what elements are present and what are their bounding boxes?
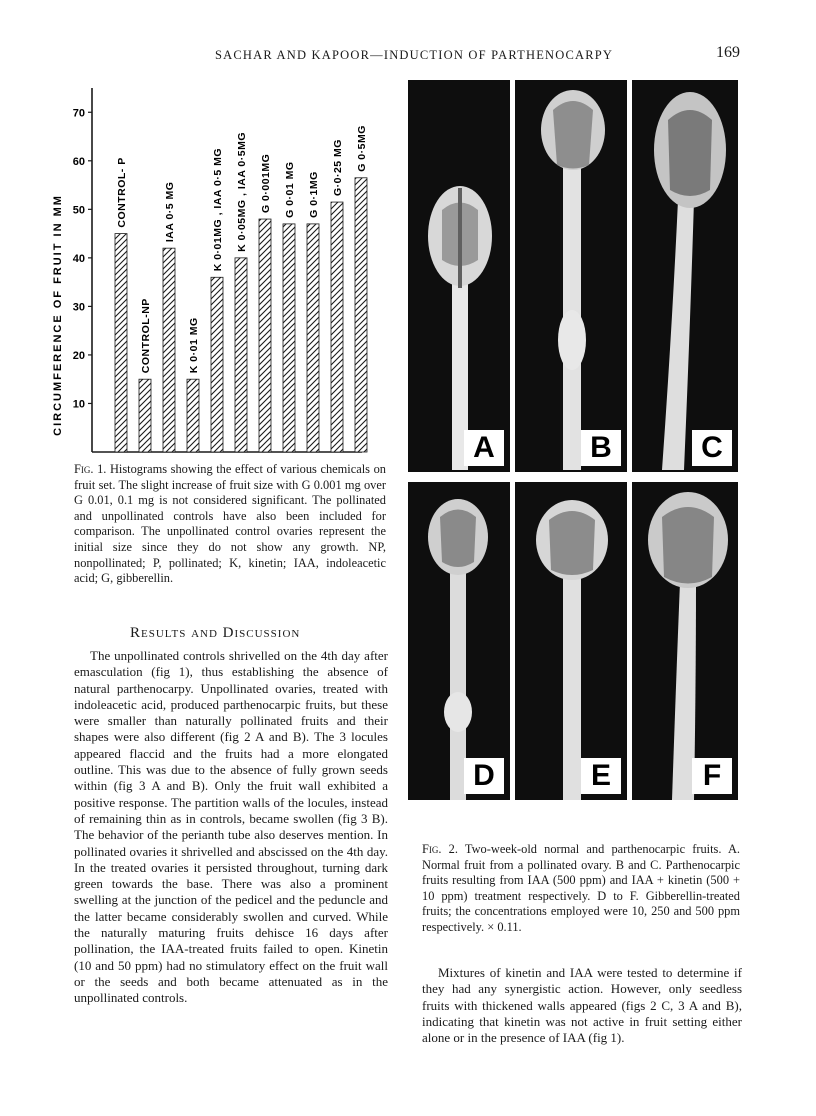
bar <box>115 234 127 452</box>
bar-category-label: K 0·05MG , IAA 0·5MG <box>236 131 248 252</box>
running-header <box>215 44 740 63</box>
y-tick-label: 50 <box>72 204 85 217</box>
y-tick-label: 40 <box>72 252 85 265</box>
photo-b <box>515 80 627 472</box>
y-tick-label: 20 <box>72 349 85 362</box>
bar-category-label: G·0·25 MG <box>332 139 344 197</box>
y-tick-label: 60 <box>72 155 85 168</box>
fruit-e-image <box>515 482 627 800</box>
photo-b-label: B <box>581 430 621 466</box>
photo-d-label: D <box>464 758 504 794</box>
bar <box>235 258 247 452</box>
photo-d <box>408 482 510 800</box>
bar <box>259 219 271 452</box>
y-tick-label: 10 <box>72 398 85 411</box>
y-axis-label: CIRCUMFERENCE OF FRUIT IN MM <box>52 194 64 436</box>
section-title: Results and Discussion <box>130 625 301 641</box>
bar-category-label: K 0·01 MG <box>188 317 200 374</box>
y-tick-label: 30 <box>72 301 85 314</box>
fruit-c-image <box>632 80 738 472</box>
fig2-caption-lead: Fig. 2. <box>422 842 458 856</box>
bar-category-label: CONTROL-NP <box>140 298 152 374</box>
fig2-caption-text: Two-week-old normal and parthenocarpic fruits. A. Normal fruit from a pollinated ovary. B and C. Parthenocarpic fruits resulting from IAA (500 ppm) and IAA + kinetin (500 + 10 ppm) treatment respectively. D to F. Gibberellin-treated fruits; the concentrations employed were 10, 250 and 500 ppm respectively. × 0.11. <box>422 842 741 934</box>
photo-e <box>515 482 627 800</box>
bar <box>283 224 295 452</box>
fruit-f-image <box>632 482 738 800</box>
bar-category-label: G 0·01 MG <box>284 161 296 218</box>
fruit-b-image <box>515 80 627 472</box>
photo-a-label: A <box>464 430 504 466</box>
photo-a <box>408 80 510 472</box>
y-tick-label: 70 <box>72 107 85 120</box>
photo-c <box>632 80 738 472</box>
bar-category-label: G 0·1MG <box>308 171 320 218</box>
photo-f-label: F <box>692 758 732 794</box>
bar <box>355 178 367 452</box>
fig1-caption-text: Histograms showing the effect of various chemicals on fruit set. The slight increase of fruit size with G 0.001 mg over G 0.01, 0.1 mg is not considered significant. The pollinated and unpollinated controls have also been included for comparison. The unpollinated control ovaries represent the initial size since they do not show any growth. NP, nonpollinated; P, pollinated; K, kinetin; IAA, indoleacetic acid; G, gibberellin. <box>74 462 386 586</box>
fig1-caption <box>74 462 386 587</box>
bar-category-label: K 0·01MG , IAA 0·5 MG <box>212 147 224 272</box>
photo-c-label: C <box>692 430 732 466</box>
fruit-d-image <box>408 482 510 800</box>
fruit-a-image <box>408 80 510 472</box>
bar <box>331 202 343 452</box>
bar <box>187 379 199 452</box>
left-body-text: The unpollinated controls shrivelled on the 4th day after emasculation (fig 1), thus establishing the absence of natural parthenocarpy. Unpollinated ovaries, treated with indoleacetic acid, produced parthenocarpic fruits, but these were smaller than naturally pollinated fruits and their shapes were also different (fig 2 A and B). The 3 locules appeared flaccid and the fruits had a more elongated outline. This was due to the absence of fully grown seeds within (fig 3 A and B). Only the fruit wall exhibited a positive response. The partition walls of the locules, instead of remaining thin as in controls, became swollen (fig 3 B). The behavior of the perianth tube also deserves mention. In pollinated ovaries it shrivelled and abscissed on the 4th day. In the treated ovaries it persisted throughout, turning dark green towards the base. There was also a prominent swelling at the junction of the pedicel and the peduncle and the latter became considerably swollen and curved. While the naturally maturing fruits dehisce 16 days after pollination, the IAA-treated fruits failed to open. Kinetin (10 and 50 ppm) had no stimulatory effect on the fruit wall or the seeds and both became attenuated as in the unpollinated controls. <box>74 648 388 1006</box>
bar-category-label: CONTROL- P <box>116 157 128 228</box>
bar <box>211 277 223 452</box>
photo-e-label: E <box>581 758 621 794</box>
fig2-caption <box>422 842 740 936</box>
bar-category-label: IAA 0·5 MG <box>164 181 176 243</box>
running-title: SACHAR AND KAPOOR—INDUCTION OF PARTHENOCARPY <box>215 48 614 62</box>
photo-f <box>632 482 738 800</box>
bar <box>163 248 175 452</box>
fig1-caption-lead: Fig. 1. <box>74 462 107 476</box>
right-body-text: Mixtures of kinetin and IAA were tested to determine if they had any synergistic action. However, only seedless fruits with thickened walls appeared (figs 2 C, 3 A and B), indicating that kinetin was not active in fruit setting either alone or in the presence of IAA (fig 1). <box>422 965 742 1046</box>
fig1-histogram <box>40 80 390 460</box>
bar <box>139 379 151 452</box>
page-number: 169 <box>716 44 740 61</box>
bar-category-label: G 0·001MG <box>260 153 272 214</box>
bar-category-label: G 0·5MG <box>356 125 368 172</box>
bar <box>307 224 319 452</box>
